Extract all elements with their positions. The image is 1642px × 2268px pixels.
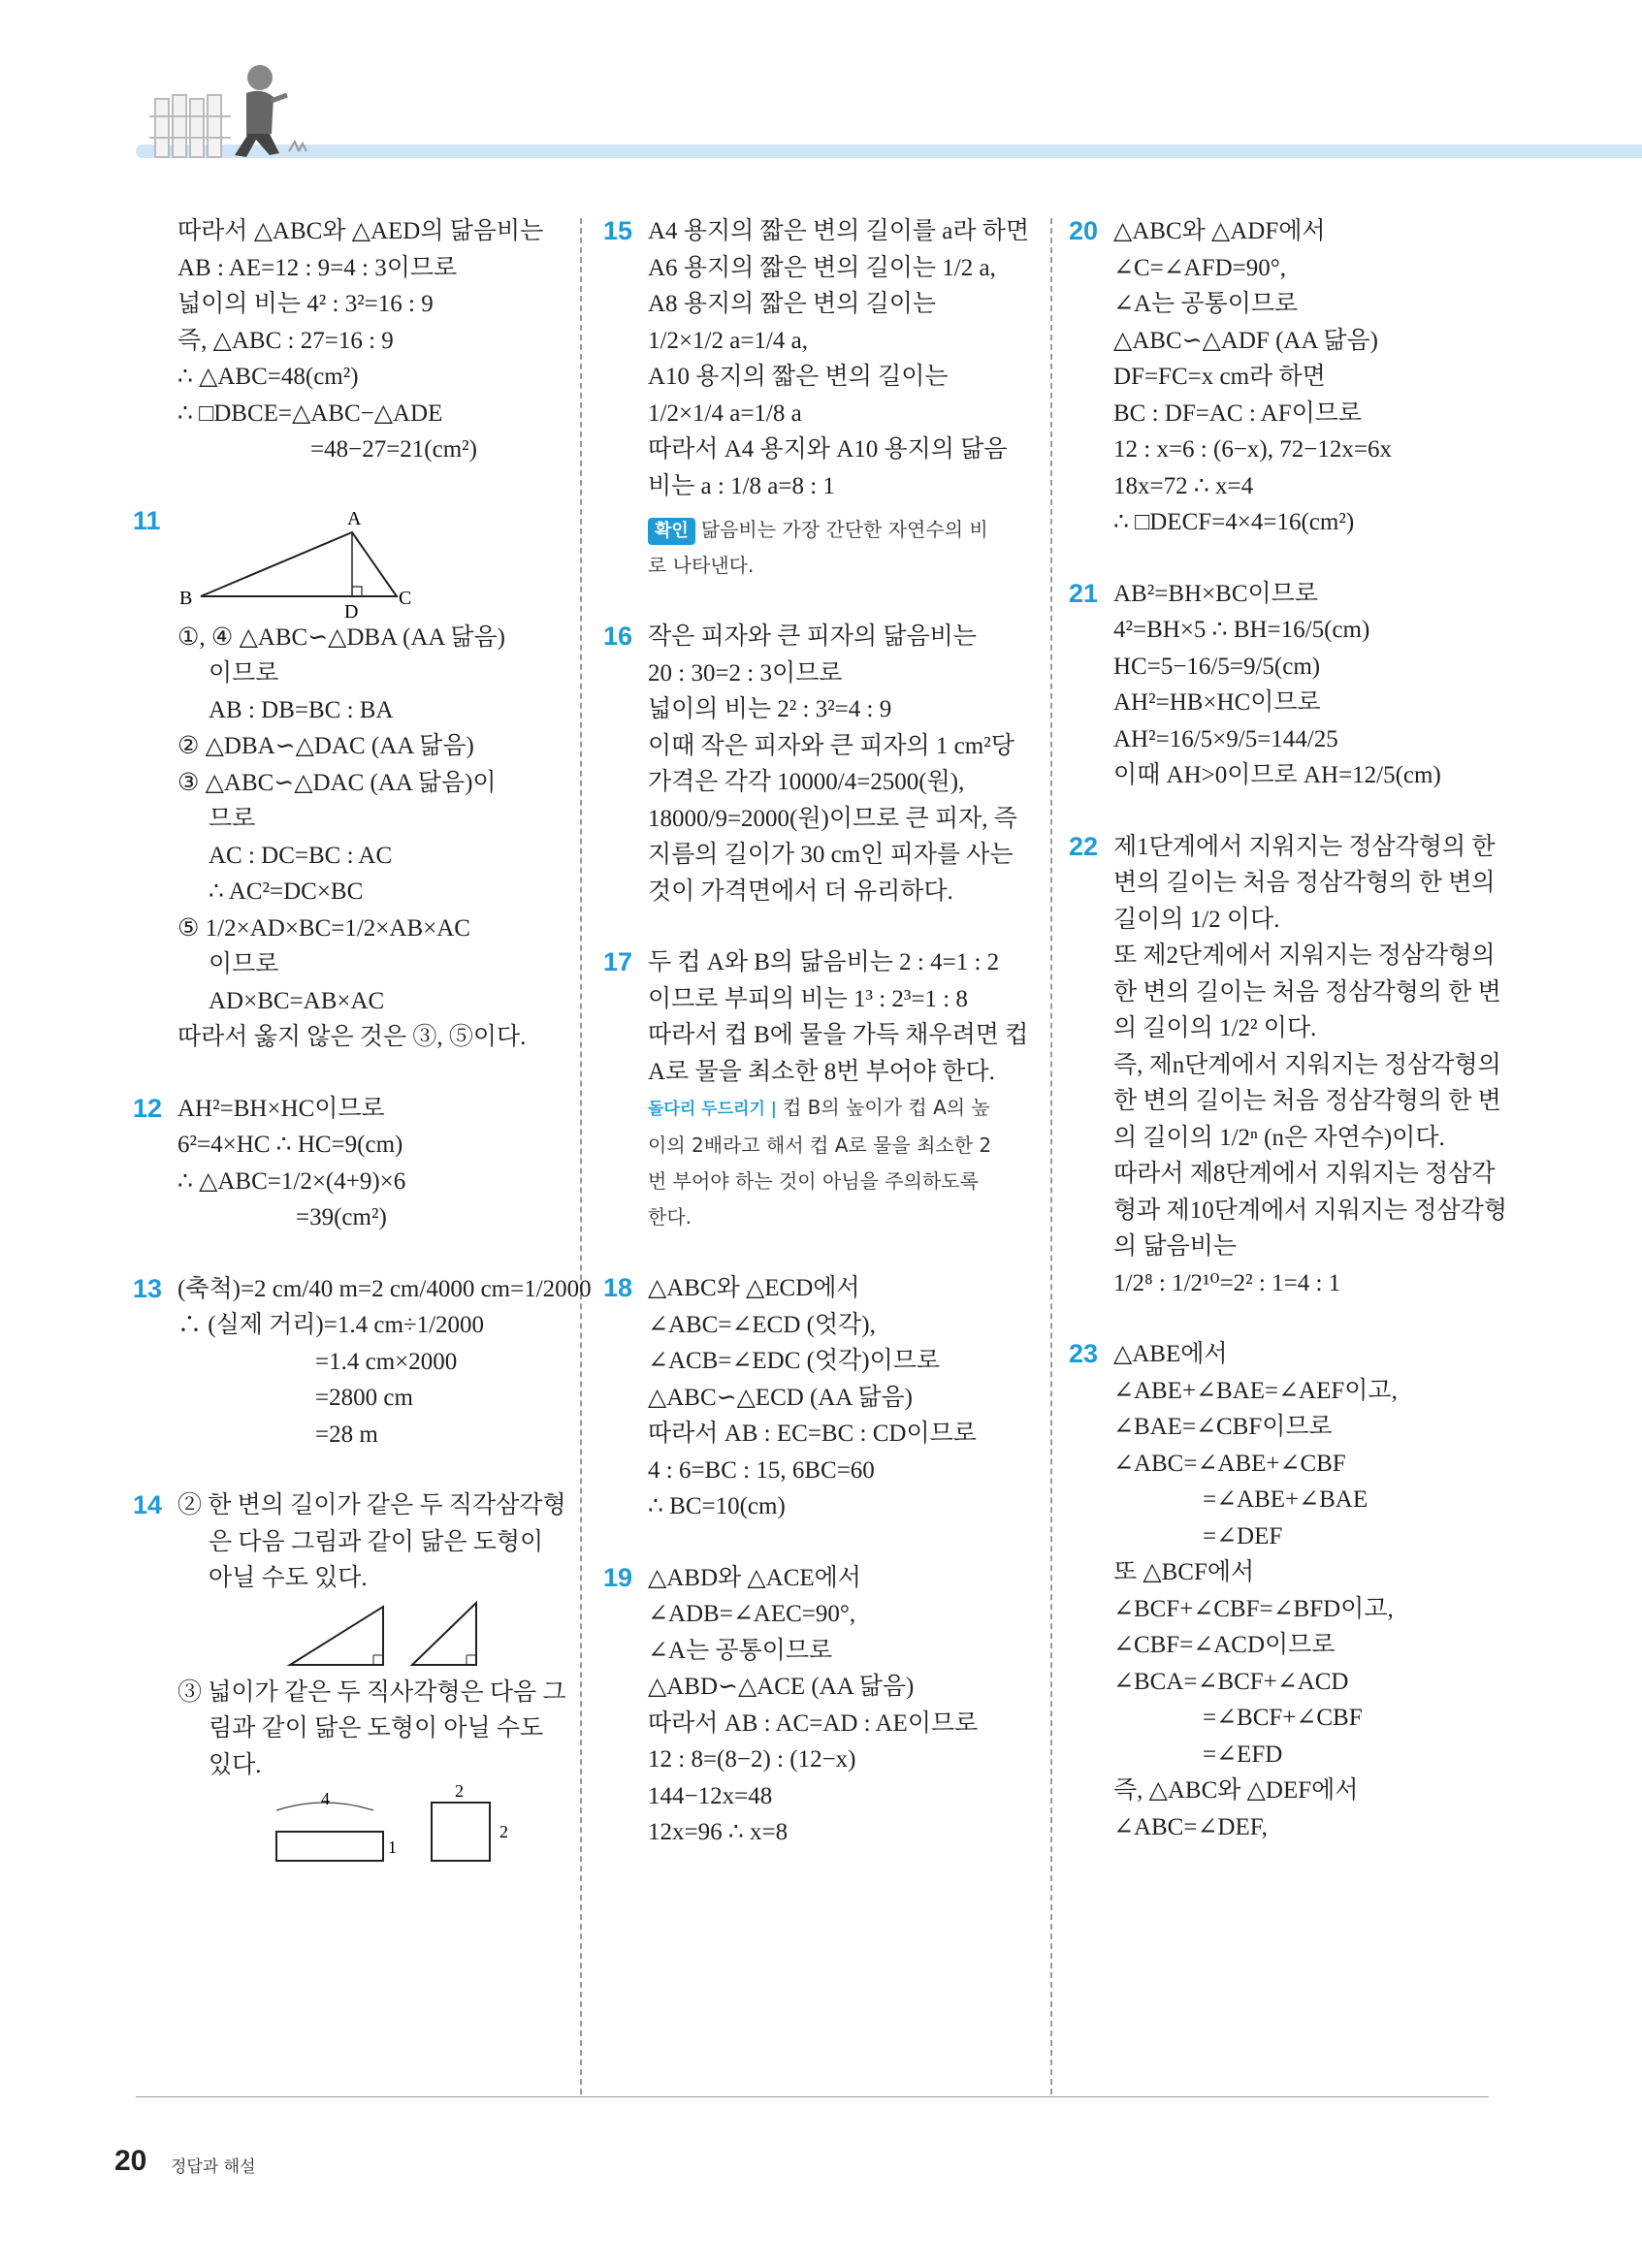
solution-line: A로 물을 최소한 8번 부어야 한다. — [648, 1058, 995, 1085]
solution-line: =1.4 cm×2000 — [315, 1348, 458, 1375]
note-line: 번 부어야 하는 것이 아님을 주의하도록 — [648, 1169, 979, 1193]
problem-11 — [133, 503, 567, 1056]
solution-line: AH²=HB×HC이므로 — [1113, 689, 1321, 716]
solution-line: 넓이의 비는 2² : 3²=4 : 9 — [648, 696, 892, 722]
problem-number: 22 — [1069, 831, 1099, 861]
rect-width-label: 1 — [388, 1837, 397, 1857]
label-C: C — [399, 587, 412, 609]
problem-18 — [603, 1270, 1028, 1525]
solution-line: ∴ △ABC=1/2×(4+9)×6 — [177, 1167, 406, 1195]
solution-line: 므로 — [209, 806, 256, 832]
label-B: B — [179, 587, 193, 609]
solution-line: ∠ACB=∠EDC (엇각)이므로 — [648, 1348, 941, 1374]
solution-line: DF=FC=x cm라 하면 — [1113, 364, 1326, 390]
solution-line: 의 길이의 1/2ⁿ (n은 자연수)이다. — [1113, 1124, 1445, 1151]
right-triangles-figure — [286, 1597, 490, 1675]
problem-13 — [133, 1271, 592, 1453]
rectangles-figure — [267, 1783, 519, 1875]
problem-14 — [133, 1487, 567, 1875]
rect-length-label: 4 — [321, 1789, 330, 1808]
solution-line: 1/2⁸ : 1/2¹⁰=2² : 1=4 : 1 — [1113, 1269, 1341, 1296]
problem-number: 11 — [133, 505, 161, 535]
solution-line: AH²=BH×HC이므로 — [177, 1095, 385, 1122]
solution-line: AB : DB=BC : BA — [209, 696, 394, 723]
solution-line: 12 : 8=(8−2) : (12−x) — [648, 1746, 856, 1773]
solution-line: 즉, △ABC : 27=16 : 9 — [177, 327, 394, 354]
column-3 — [1069, 213, 1508, 1845]
solution-line: 있다. — [209, 1751, 262, 1778]
solution-line: 가격은 각각 10000/4=2500(원), — [648, 769, 965, 795]
solution-line: 한 변의 길이는 처음 정삼각형의 한 변 — [1113, 1088, 1501, 1114]
solution-line: HC=5−16/5=9/5(cm) — [1113, 653, 1321, 680]
solution-line: ③ 넓이가 같은 두 직사각형은 다음 그 — [177, 1678, 566, 1706]
solution-line: 길이의 1/2 이다. — [1113, 906, 1280, 933]
solution-line: 림과 같이 닮은 도형이 아닐 수도 — [209, 1715, 544, 1741]
solution-line: 비는 a : 1/8 a=8 : 1 — [648, 472, 835, 499]
solution-line: ⑤ 1/2×AD×BC=1/2×AB×AC — [177, 914, 470, 942]
problem-number: 12 — [133, 1093, 163, 1123]
solution-line: A4 용지의 짧은 변의 길이를 a라 하면 — [648, 218, 1030, 244]
label-A: A — [347, 507, 362, 529]
solution-line: 따라서 AB : AC=AD : AE이므로 — [648, 1709, 979, 1737]
solution-line: 의 닮음비는 — [1113, 1233, 1238, 1260]
solution-line: 또 제2단계에서 지워지는 정삼각형의 — [1113, 942, 1496, 969]
solution-line: =28 m — [315, 1421, 378, 1448]
solution-line: 또 △BCF에서 — [1113, 1559, 1255, 1585]
solution-line: 1/2×1/2 a=1/4 a, — [648, 327, 808, 354]
header-illustration — [145, 58, 310, 165]
page-number: 20 — [114, 2145, 147, 2177]
solution-line: =∠DEF — [1203, 1522, 1283, 1549]
solution-line: 이때 작은 피자와 큰 피자의 1 cm²당 — [648, 732, 1014, 759]
problem-number: 18 — [603, 1273, 633, 1302]
solution-line: ∠ABC=∠ABE+∠CBF — [1113, 1450, 1346, 1477]
solution-line: 1/2×1/4 a=1/8 a — [648, 399, 802, 427]
solution-line: ①, ④ △ABC∽△DBA (AA 닮음) — [177, 623, 505, 651]
solution-line: 이므로 — [209, 660, 279, 687]
solution-line: 12 : x=6 : (6−x), 72−12x=6x — [1113, 436, 1392, 463]
solution-line: AB : AE=12 : 9=4 : 3이므로 — [177, 254, 458, 281]
problem-22 — [1069, 829, 1508, 1302]
solution-line: 6²=4×HC ∴ HC=9(cm) — [177, 1132, 403, 1158]
problem-15 — [603, 213, 1030, 584]
square-top-label: 2 — [455, 1781, 464, 1801]
solution-line: 이므로 — [209, 951, 279, 977]
solution-line: AH²=16/5×9/5=144/25 — [1113, 725, 1338, 752]
solution-line: 즉, 제n단계에서 지워지는 정삼각형의 — [1113, 1051, 1501, 1078]
solution-line: △ABC∽△ADF (AA 닮음) — [1113, 327, 1378, 354]
solution-line: ∠A는 공통이므로 — [1113, 291, 1299, 317]
solution-line: 4 : 6=BC : 15, 6BC=60 — [648, 1456, 875, 1484]
solution-line: 두 컵 A와 B의 닮음비는 2 : 4=1 : 2 — [648, 949, 1000, 975]
solution-line: =39(cm²) — [296, 1204, 387, 1230]
check-tag: 확인 — [648, 518, 695, 545]
solution-line: ∴ (실제 거리)=1.4 cm÷1/2000 — [177, 1312, 485, 1338]
solution-line: 18000/9=2000(원)이므로 큰 피자, 즉 — [648, 805, 1017, 832]
solution-line: A8 용지의 짧은 변의 길이는 — [648, 291, 937, 317]
column-separator-2 — [1050, 218, 1052, 2094]
solution-line: =48−27=21(cm²) — [310, 436, 477, 463]
solution-line: ② 한 변의 길이가 같은 두 직각삼각형 — [177, 1492, 566, 1518]
solution-line: ③ △ABC∽△DAC (AA 닮음)이 — [177, 769, 497, 796]
note-line: 닮음비는 가장 간단한 자연수의 비 — [700, 518, 988, 541]
problem-16 — [603, 619, 1028, 910]
footer-rule — [136, 2096, 1489, 2097]
column-2 — [603, 213, 1030, 1851]
solution-line: 넓이의 비는 4² : 3²=16 : 9 — [177, 291, 434, 317]
solution-line: 4²=BH×5 ∴ BH=16/5(cm) — [1113, 617, 1370, 643]
problem-12 — [133, 1091, 567, 1236]
solution-line: ② △DBA∽△DAC (AA 닮음) — [177, 733, 474, 759]
solution-line: AD×BC=AB×AC — [209, 987, 385, 1014]
header-bar — [136, 144, 1642, 158]
solution-line: ∠ABE+∠BAE=∠AEF이고, — [1113, 1377, 1398, 1404]
tip-note — [611, 1090, 1028, 1235]
solution-line: 아닐 수도 있다. — [209, 1565, 368, 1591]
solution-line: A6 용지의 짧은 변의 길이는 1/2 a, — [648, 254, 996, 281]
solution-line: 따라서 옳지 않은 것은 ③, ⑤이다. — [177, 1024, 527, 1050]
solution-line: 의 길이의 1/2² 이다. — [1113, 1015, 1317, 1041]
solution-line: 지름의 길이가 30 cm인 피자를 사는 — [648, 842, 1014, 868]
solution-line: ∴ AC²=DC×BC — [209, 878, 364, 905]
tip-tag: 돌다리 두드리기 | — [648, 1100, 777, 1119]
solution-line: ∠CBF=∠ACD이므로 — [1113, 1632, 1336, 1658]
problem-number: 15 — [603, 216, 633, 245]
solution-line: =∠EFD — [1203, 1741, 1283, 1768]
label-D: D — [344, 600, 359, 623]
problem-number: 23 — [1069, 1339, 1099, 1368]
solution-line: 12x=96 ∴ x=8 — [648, 1819, 789, 1845]
problem-21 — [1069, 576, 1503, 794]
solution-line: ∴ □DBCE=△ABC−△ADE — [177, 399, 443, 427]
solution-line: =∠ABE+∠BAE — [1203, 1486, 1368, 1513]
problem-17 — [603, 944, 1029, 1235]
solution-line: ∠ABC=∠ECD (엇각), — [648, 1311, 876, 1338]
solution-line: 작은 피자와 큰 피자의 닮음비는 — [648, 623, 977, 650]
check-note — [611, 512, 1028, 584]
solution-line: ∠BCA=∠BCF+∠ACD — [1113, 1668, 1349, 1695]
solution-line: ∴ □DECF=4×4=16(cm²) — [1113, 509, 1355, 535]
problem-number: 19 — [603, 1562, 633, 1592]
solution-line: ∠C=∠AFD=90°, — [1113, 254, 1287, 281]
note-line: 한다. — [648, 1205, 692, 1229]
solution-line: 이때 AH>0이므로 AH=12/5(cm) — [1113, 762, 1441, 788]
problem-number: 20 — [1069, 216, 1099, 245]
problem-number: 14 — [133, 1490, 163, 1519]
solution-line: △ABD와 △ACE에서 — [648, 1564, 861, 1591]
solution-line: △ABE에서 — [1113, 1341, 1228, 1367]
solution-line: 18x=72 ∴ x=4 — [1113, 472, 1254, 499]
problem-10-continued — [141, 213, 567, 468]
column-1 — [133, 213, 592, 1875]
solution-line: =2800 cm — [315, 1385, 413, 1411]
solution-line: ∠ABC=∠DEF, — [1113, 1813, 1268, 1840]
solution-line: ∴ △ABC=48(cm²) — [177, 364, 359, 390]
problem-number: 17 — [603, 947, 633, 976]
problem-23 — [1069, 1336, 1503, 1845]
solution-line: ∠A는 공통이므로 — [648, 1637, 833, 1664]
solution-line: △ABC와 △ECD에서 — [648, 1275, 860, 1301]
problem-19 — [603, 1560, 1028, 1851]
solution-line: △ABC와 △ADF에서 — [1113, 218, 1326, 244]
solution-line: 따라서 AB : EC=BC : CD이므로 — [648, 1421, 977, 1447]
solution-line: △ABD∽△ACE (AA 닮음) — [648, 1674, 915, 1700]
solution-line: 20 : 30=2 : 3이므로 — [648, 659, 843, 687]
problem-number: 21 — [1069, 578, 1099, 608]
note-line: 로 나타낸다. — [648, 554, 755, 577]
column-separator-1 — [580, 218, 582, 2094]
solution-line: 변의 길이는 처음 정삼각형의 한 변의 — [1113, 870, 1496, 896]
solution-line: ∴ BC=10(cm) — [648, 1493, 786, 1519]
problem-number: 13 — [133, 1273, 163, 1303]
solution-line: △ABC∽△ECD (AA 닮음) — [648, 1384, 913, 1411]
solution-line: A10 용지의 짧은 변의 길이는 — [648, 364, 949, 390]
solution-line: ∠BAE=∠CBF이므로 — [1113, 1414, 1333, 1440]
solution-line: 즉, △ABC와 △DEF에서 — [1113, 1777, 1359, 1804]
solution-line: ∠ADB=∠AEC=90°, — [648, 1601, 856, 1627]
solution-line: 이므로 부피의 비는 1³ : 2³=1 : 8 — [648, 985, 968, 1012]
solution-line: 제1단계에서 지워지는 정삼각형의 한 — [1113, 833, 1496, 860]
solution-line: BC : DF=AC : AF이므로 — [1113, 399, 1363, 427]
note-line: 컵 B의 높이가 컵 A의 높 — [783, 1096, 990, 1119]
solution-line: AB²=BH×BC이므로 — [1113, 580, 1318, 607]
note-line: 이의 2배라고 해서 컵 A로 물을 최소한 2 — [648, 1134, 992, 1157]
solution-line: 따라서 A4 용지와 A10 용지의 닮음 — [648, 436, 1008, 463]
problem-number: 16 — [603, 622, 633, 651]
problem-20 — [1069, 213, 1503, 541]
solution-line: 은 다음 그림과 같이 닮은 도형이 — [209, 1528, 544, 1555]
square-side-label: 2 — [499, 1822, 508, 1841]
solution-line: ∠BCF+∠CBF=∠BFD이고, — [1113, 1595, 1394, 1622]
solution-line: 144−12x=48 — [648, 1782, 773, 1809]
solution-line: 따라서 제8단계에서 지워지는 정삼각 — [1113, 1161, 1496, 1187]
solution-line: 따라서 △ABC와 △AED의 닮음비는 — [177, 218, 544, 244]
solution-line: AC : DC=BC : AC — [209, 842, 393, 869]
triangle-figure — [177, 503, 412, 623]
solution-line: 것이 가격면에서 더 유리하다. — [648, 878, 953, 905]
solution-line: (축척)=2 cm/40 m=2 cm/4000 cm=1/2000 — [177, 1275, 592, 1302]
solution-line: 한 변의 길이는 처음 정삼각형의 한 변 — [1113, 978, 1501, 1006]
solution-line: 따라서 컵 B에 물을 가득 채우려면 컵 — [648, 1022, 1029, 1048]
solution-line: =∠BCF+∠CBF — [1203, 1705, 1363, 1731]
footer-label: 정답과 해설 — [171, 2157, 256, 2177]
solution-line: 형과 제10단계에서 지워지는 정삼각형 — [1113, 1197, 1508, 1224]
